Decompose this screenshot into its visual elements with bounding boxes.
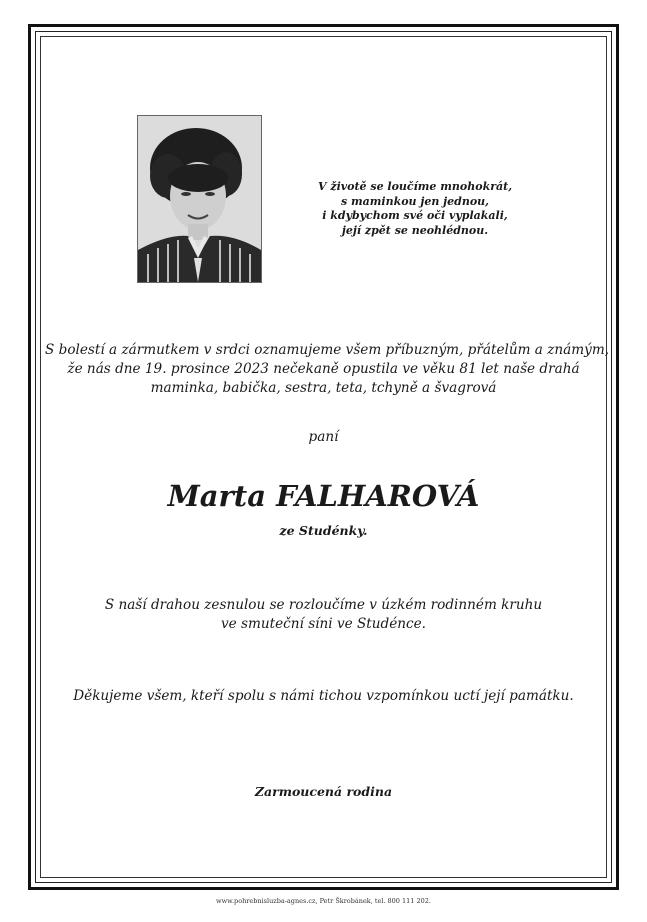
poem-line: i kdybychom své oči vyplakali,: [322, 209, 508, 222]
thanks-text: Děkujeme všem, kteří spolu s námi tichou vzpomínkou uctí její památku.: [73, 688, 574, 704]
announcement-line: S bolestí a zármutkem v srdci oznamujeme všem příbuzným, přátelům a známým,: [45, 342, 610, 358]
funeral-service-footer: www.pohrebnisluzba-agnes.cz, Petr Škrobánek, tel. 800 111 202.: [216, 897, 431, 905]
announcement-line: že nás dne 19. prosince 2023 nečekaně opustila ve věku 81 let naše drahá: [67, 361, 580, 377]
deceased-name: Marta FALHAROVÁ: [167, 479, 480, 513]
poem-verse: [300, 180, 530, 238]
farewell-text: [45, 596, 602, 634]
portrait-photo: [137, 115, 262, 283]
farewell-line: ve smuteční síni ve Studénce.: [220, 616, 426, 632]
deceased-origin: ze Studénky.: [279, 523, 368, 538]
announcement-line: maminka, babička, sestra, teta, tchyně a švagrová: [150, 380, 497, 396]
family-signoff: Zarmoucená rodina: [254, 784, 393, 799]
inner-border: [40, 36, 610, 878]
announcement-text: [45, 341, 610, 398]
poem-line: V životě se loučíme mnohokrát,: [317, 180, 513, 193]
farewell-line: S naší drahou zesnulou se rozloučíme v úzkém rodinném kruhu: [104, 597, 543, 613]
poem-line: s maminkou jen jednou,: [340, 194, 490, 208]
poem-line: její zpět se neohlédnou.: [341, 223, 489, 237]
salutation: paní: [308, 429, 339, 445]
